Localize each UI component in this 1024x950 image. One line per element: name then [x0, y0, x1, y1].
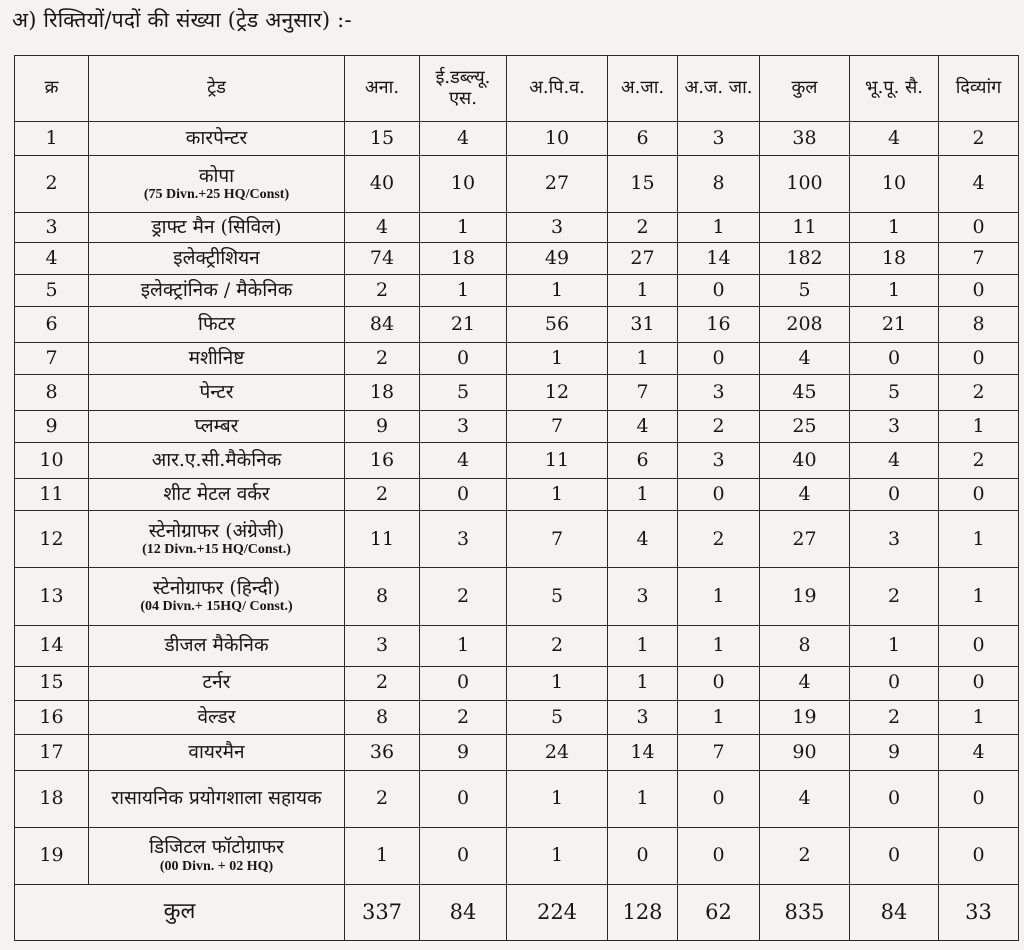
- pwd-cell: 0: [939, 479, 1019, 511]
- trade-cell: [89, 666, 345, 700]
- unreserved-cell: 18: [345, 375, 420, 411]
- trade-name: स्टेनोग्राफर (अंग्रेजी): [148, 519, 285, 542]
- pwd-cell: 2: [939, 375, 1019, 411]
- total-cell: 38: [760, 122, 850, 156]
- pwd-cell: 4: [939, 734, 1019, 770]
- sc-cell: 1: [608, 770, 678, 827]
- ews-cell: 0: [420, 343, 507, 375]
- trade-cell: [89, 156, 345, 213]
- st-cell: 1: [678, 568, 760, 625]
- ex-serviceman-cell: 4: [850, 122, 939, 156]
- total-cell: 45: [760, 375, 850, 411]
- trade-cell: [89, 411, 345, 443]
- trade-name: कारपेन्टर: [185, 126, 248, 149]
- trade-cell: [89, 827, 345, 884]
- trade-name: फिटर: [198, 313, 235, 336]
- table-row: [15, 343, 1019, 375]
- ex-serviceman-cell: 0: [850, 479, 939, 511]
- unreserved-cell: 11: [345, 511, 420, 568]
- ex-serviceman-cell: 18: [850, 243, 939, 275]
- unreserved-cell: 1: [345, 827, 420, 884]
- table-row: [15, 122, 1019, 156]
- table-row: [15, 479, 1019, 511]
- st-cell: 3: [678, 443, 760, 479]
- ews-cell: 21: [420, 307, 507, 343]
- serial-cell: 9: [15, 411, 89, 443]
- trade-name: डिजिटल फॉटोग्राफर: [149, 836, 284, 859]
- total-cell: 11: [760, 213, 850, 243]
- serial-cell: 11: [15, 479, 89, 511]
- ex-serviceman-cell: 21: [850, 307, 939, 343]
- st-cell: 1: [678, 625, 760, 666]
- ex-serviceman-cell: 10: [850, 156, 939, 213]
- table-row: [15, 156, 1019, 213]
- trade-name: इलेक्ट्रीशियन: [173, 247, 260, 269]
- st-cell: 0: [678, 666, 760, 700]
- col-header-sc: अ.जा.: [608, 56, 678, 122]
- obc-cell: 2: [507, 625, 608, 666]
- ex-serviceman-cell: 1: [850, 213, 939, 243]
- unreserved-cell: 4: [345, 213, 420, 243]
- total-cell: 208: [760, 307, 850, 343]
- serial-cell: 5: [15, 275, 89, 307]
- table-row: [15, 511, 1019, 568]
- total-total: 835: [760, 885, 850, 941]
- total-cell: 19: [760, 700, 850, 734]
- ex-serviceman-cell: 5: [850, 375, 939, 411]
- obc-cell: 1: [507, 479, 608, 511]
- table-row: [15, 666, 1019, 700]
- unreserved-cell: 2: [345, 275, 420, 307]
- st-cell: 8: [678, 156, 760, 213]
- total-unreserved: 337: [345, 885, 420, 941]
- unreserved-cell: 74: [345, 243, 420, 275]
- ews-cell: 3: [420, 511, 507, 568]
- st-cell: 0: [678, 343, 760, 375]
- st-cell: 0: [678, 827, 760, 884]
- trade-allocation-note: (12 Divn.+15 HQ/Const.): [142, 542, 291, 558]
- serial-cell: 19: [15, 827, 89, 884]
- serial-cell: 3: [15, 213, 89, 243]
- ex-serviceman-cell: 2: [850, 700, 939, 734]
- total-cell: 5: [760, 275, 850, 307]
- obc-cell: 7: [507, 511, 608, 568]
- col-header-total: कुल: [760, 56, 850, 122]
- sc-cell: 7: [608, 375, 678, 411]
- obc-cell: 27: [507, 156, 608, 213]
- trade-cell: [89, 568, 345, 625]
- total-cell: 4: [760, 770, 850, 827]
- col-header-st: अ.ज. जा.: [678, 56, 760, 122]
- trade-name: शीट मेटल वर्कर: [163, 483, 270, 506]
- pwd-cell: 0: [939, 213, 1019, 243]
- ews-cell: 1: [420, 275, 507, 307]
- serial-cell: 13: [15, 568, 89, 625]
- ews-cell: 10: [420, 156, 507, 213]
- total-cell: 40: [760, 443, 850, 479]
- serial-cell: 16: [15, 700, 89, 734]
- trade-cell: [89, 625, 345, 666]
- obc-cell: 1: [507, 666, 608, 700]
- ex-serviceman-cell: 1: [850, 625, 939, 666]
- pwd-cell: 0: [939, 625, 1019, 666]
- obc-cell: 12: [507, 375, 608, 411]
- ex-serviceman-cell: 0: [850, 770, 939, 827]
- total-cell: 4: [760, 666, 850, 700]
- st-cell: 2: [678, 411, 760, 443]
- st-cell: 2: [678, 511, 760, 568]
- unreserved-cell: 8: [345, 568, 420, 625]
- trade-name: डीजल मैकेनिक: [164, 633, 269, 656]
- obc-cell: 1: [507, 827, 608, 884]
- ex-serviceman-cell: 2: [850, 568, 939, 625]
- table-row: [15, 375, 1019, 411]
- trade-cell: [89, 511, 345, 568]
- obc-cell: 56: [507, 307, 608, 343]
- trade-name: टर्नर: [202, 671, 231, 694]
- sc-cell: 3: [608, 568, 678, 625]
- totals-label: कुल: [15, 885, 345, 941]
- pwd-cell: 1: [939, 511, 1019, 568]
- unreserved-cell: 36: [345, 734, 420, 770]
- ex-serviceman-cell: 3: [850, 411, 939, 443]
- table-row: [15, 243, 1019, 275]
- table-row: [15, 307, 1019, 343]
- sc-cell: 1: [608, 275, 678, 307]
- unreserved-cell: 16: [345, 443, 420, 479]
- pwd-cell: 4: [939, 156, 1019, 213]
- st-cell: 3: [678, 122, 760, 156]
- ews-cell: 0: [420, 827, 507, 884]
- ews-cell: 0: [420, 770, 507, 827]
- col-header-ews: ई.डब्ल्यू. एस.: [420, 56, 507, 122]
- ews-cell: 18: [420, 243, 507, 275]
- serial-cell: 10: [15, 443, 89, 479]
- sc-cell: 6: [608, 443, 678, 479]
- trade-allocation-note: (04 Divn.+ 15HQ/ Const.): [140, 599, 293, 615]
- sc-cell: 14: [608, 734, 678, 770]
- total-pwd: 33: [939, 885, 1019, 941]
- pwd-cell: 0: [939, 666, 1019, 700]
- trade-cell: [89, 375, 345, 411]
- trade-cell: [89, 443, 345, 479]
- trade-name: प्लम्बर: [194, 415, 239, 438]
- st-cell: 0: [678, 479, 760, 511]
- serial-cell: 15: [15, 666, 89, 700]
- pwd-cell: 0: [939, 343, 1019, 375]
- trade-name: स्टेनोग्राफर (हिन्दी): [152, 577, 281, 600]
- total-cell: 90: [760, 734, 850, 770]
- ex-serviceman-cell: 3: [850, 511, 939, 568]
- obc-cell: 5: [507, 568, 608, 625]
- sc-cell: 27: [608, 243, 678, 275]
- totals-row: [15, 885, 1019, 941]
- serial-cell: 6: [15, 307, 89, 343]
- trade-name: आर.ए.सी.मैकेनिक: [151, 449, 282, 472]
- unreserved-cell: 2: [345, 666, 420, 700]
- total-ex-serviceman: 84: [850, 885, 939, 941]
- serial-cell: 17: [15, 734, 89, 770]
- trade-cell: [89, 275, 345, 307]
- obc-cell: 3: [507, 213, 608, 243]
- col-header-obc: अ.पि.व.: [507, 56, 608, 122]
- total-st: 62: [678, 885, 760, 941]
- sc-cell: 0: [608, 827, 678, 884]
- ex-serviceman-cell: 4: [850, 443, 939, 479]
- total-cell: 4: [760, 343, 850, 375]
- st-cell: 0: [678, 275, 760, 307]
- obc-cell: 49: [507, 243, 608, 275]
- vacancy-table: [14, 55, 1019, 941]
- total-cell: 19: [760, 568, 850, 625]
- obc-cell: 1: [507, 343, 608, 375]
- unreserved-cell: 2: [345, 343, 420, 375]
- trade-cell: [89, 343, 345, 375]
- ews-cell: 3: [420, 411, 507, 443]
- sc-cell: 3: [608, 700, 678, 734]
- st-cell: 7: [678, 734, 760, 770]
- unreserved-cell: 2: [345, 479, 420, 511]
- table-row: [15, 213, 1019, 243]
- trade-name: कोपा: [198, 164, 235, 187]
- obc-cell: 10: [507, 122, 608, 156]
- trade-cell: [89, 122, 345, 156]
- obc-cell: 1: [507, 275, 608, 307]
- trade-cell: [89, 307, 345, 343]
- trade-name: रासायनिक प्रयोगशाला सहायक: [111, 787, 322, 810]
- unreserved-cell: 2: [345, 770, 420, 827]
- trade-cell: [89, 734, 345, 770]
- ews-cell: 0: [420, 666, 507, 700]
- sc-cell: 2: [608, 213, 678, 243]
- total-sc: 128: [608, 885, 678, 941]
- obc-cell: 1: [507, 770, 608, 827]
- trade-name: इलेक्ट्रांनिक / मैकेनिक: [140, 279, 293, 302]
- col-header-sn: क्र: [15, 56, 89, 122]
- pwd-cell: 0: [939, 770, 1019, 827]
- sc-cell: 31: [608, 307, 678, 343]
- trade-cell: [89, 700, 345, 734]
- pwd-cell: 0: [939, 275, 1019, 307]
- pwd-cell: 2: [939, 122, 1019, 156]
- ews-cell: 4: [420, 122, 507, 156]
- obc-cell: 7: [507, 411, 608, 443]
- trade-allocation-note: (00 Divn. + 02 HQ): [159, 858, 274, 874]
- sc-cell: 4: [608, 411, 678, 443]
- total-cell: 182: [760, 243, 850, 275]
- ex-serviceman-cell: 0: [850, 343, 939, 375]
- unreserved-cell: 3: [345, 625, 420, 666]
- header-row: [15, 56, 1019, 122]
- unreserved-cell: 84: [345, 307, 420, 343]
- sc-cell: 1: [608, 343, 678, 375]
- total-ews: 84: [420, 885, 507, 941]
- sc-cell: 1: [608, 479, 678, 511]
- col-header-ex-serviceman: भू.पू. सै.: [850, 56, 939, 122]
- sc-cell: 4: [608, 511, 678, 568]
- trade-allocation-note: (75 Divn.+25 HQ/Const): [143, 186, 290, 202]
- unreserved-cell: 15: [345, 122, 420, 156]
- ex-serviceman-cell: 0: [850, 827, 939, 884]
- trade-cell: [89, 770, 345, 827]
- ews-cell: 1: [420, 625, 507, 666]
- trade-name: ड्राफ्ट मैन (सिविल): [151, 215, 282, 238]
- table-row: [15, 827, 1019, 884]
- serial-cell: 1: [15, 122, 89, 156]
- table-row: [15, 734, 1019, 770]
- trade-name: वेल्डर: [197, 705, 236, 728]
- sc-cell: 6: [608, 122, 678, 156]
- table-row: [15, 568, 1019, 625]
- col-header-trade: ट्रेड: [89, 56, 345, 122]
- ex-serviceman-cell: 1: [850, 275, 939, 307]
- serial-cell: 2: [15, 156, 89, 213]
- st-cell: 0: [678, 770, 760, 827]
- table-row: [15, 443, 1019, 479]
- ews-cell: 4: [420, 443, 507, 479]
- section-heading: अ) रिक्तियों/पदों की संख्या (ट्रेड अनुसार) :-: [12, 8, 352, 32]
- ews-cell: 1: [420, 213, 507, 243]
- total-cell: 27: [760, 511, 850, 568]
- obc-cell: 5: [507, 700, 608, 734]
- ews-cell: 2: [420, 700, 507, 734]
- serial-cell: 18: [15, 770, 89, 827]
- st-cell: 16: [678, 307, 760, 343]
- trade-cell: [89, 213, 345, 243]
- serial-cell: 12: [15, 511, 89, 568]
- total-cell: 4: [760, 479, 850, 511]
- table-row: [15, 625, 1019, 666]
- pwd-cell: 8: [939, 307, 1019, 343]
- serial-cell: 7: [15, 343, 89, 375]
- total-cell: 8: [760, 625, 850, 666]
- ex-serviceman-cell: 9: [850, 734, 939, 770]
- sc-cell: 1: [608, 625, 678, 666]
- trade-cell: [89, 243, 345, 275]
- total-cell: 25: [760, 411, 850, 443]
- st-cell: 1: [678, 700, 760, 734]
- trade-name: पेन्टर: [199, 381, 234, 404]
- pwd-cell: 0: [939, 827, 1019, 884]
- total-obc: 224: [507, 885, 608, 941]
- st-cell: 14: [678, 243, 760, 275]
- table-row: [15, 700, 1019, 734]
- unreserved-cell: 9: [345, 411, 420, 443]
- ews-cell: 2: [420, 568, 507, 625]
- unreserved-cell: 8: [345, 700, 420, 734]
- total-cell: 2: [760, 827, 850, 884]
- trade-name: वायरमैन: [188, 740, 245, 763]
- unreserved-cell: 40: [345, 156, 420, 213]
- table-row: [15, 770, 1019, 827]
- pwd-cell: 1: [939, 411, 1019, 443]
- table-row: [15, 411, 1019, 443]
- serial-cell: 4: [15, 243, 89, 275]
- obc-cell: 11: [507, 443, 608, 479]
- pwd-cell: 7: [939, 243, 1019, 275]
- serial-cell: 8: [15, 375, 89, 411]
- st-cell: 3: [678, 375, 760, 411]
- serial-cell: 14: [15, 625, 89, 666]
- obc-cell: 24: [507, 734, 608, 770]
- pwd-cell: 2: [939, 443, 1019, 479]
- ews-cell: 5: [420, 375, 507, 411]
- pwd-cell: 1: [939, 700, 1019, 734]
- trade-cell: [89, 479, 345, 511]
- sc-cell: 1: [608, 666, 678, 700]
- ews-cell: 9: [420, 734, 507, 770]
- col-header-unreserved: अना.: [345, 56, 420, 122]
- total-cell: 100: [760, 156, 850, 213]
- ews-cell: 0: [420, 479, 507, 511]
- trade-name: मशीनिष्ट: [188, 347, 245, 370]
- ex-serviceman-cell: 0: [850, 666, 939, 700]
- pwd-cell: 1: [939, 568, 1019, 625]
- col-header-pwd: दिव्यांग: [939, 56, 1019, 122]
- st-cell: 1: [678, 213, 760, 243]
- table-row: [15, 275, 1019, 307]
- sc-cell: 15: [608, 156, 678, 213]
